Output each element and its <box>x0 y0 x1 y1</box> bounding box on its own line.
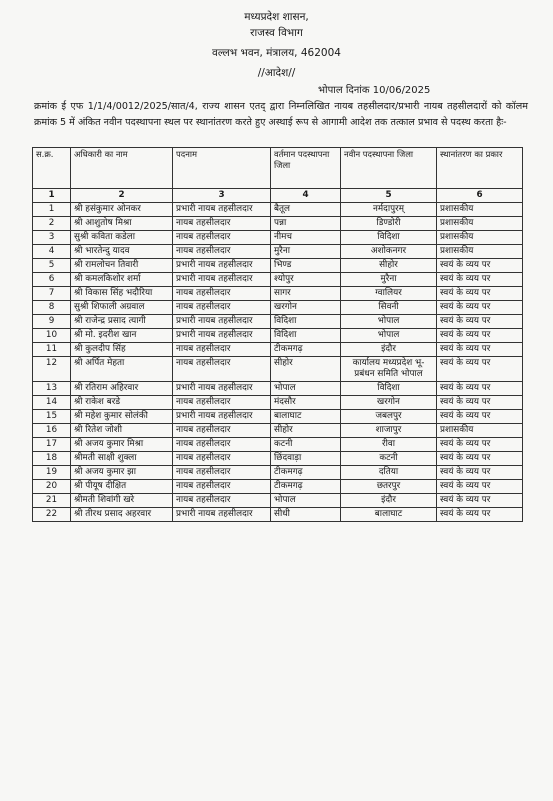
cell-transfer-type: स्वयं के व्यय पर <box>437 508 523 522</box>
table-row <box>33 452 523 466</box>
cell-new-district: शाजापुर <box>341 424 437 438</box>
cell-current-district: बैतूल <box>271 203 341 217</box>
cell-designation: प्रभारी नायब तहसीलदार <box>173 315 271 329</box>
cell-serial: 20 <box>33 480 71 494</box>
cell-current-district: भोपाल <box>271 494 341 508</box>
header-order-title: //आदेश// <box>257 67 296 79</box>
cell-transfer-type: स्वयं के व्यय पर <box>437 480 523 494</box>
cell-current-district: टीकमगढ़ <box>271 466 341 480</box>
place-date: भोपाल दिनांक 10/06/2025 <box>318 85 431 96</box>
cell-officer-name: श्री भारतेन्दु यादव <box>71 245 173 259</box>
cell-new-district: जबलपुर <box>341 410 437 424</box>
cell-serial: 10 <box>33 329 71 343</box>
cell-transfer-type: प्रशासकीय <box>437 424 523 438</box>
cell-serial: 14 <box>33 396 71 410</box>
cell-new-district: भोपाल <box>341 329 437 343</box>
table-row <box>33 438 523 452</box>
cell-designation: प्रभारी नायब तहसीलदार <box>173 203 271 217</box>
cell-transfer-type: प्रशासकीय <box>437 203 523 217</box>
cell-new-district: अशोकनगर <box>341 245 437 259</box>
cell-current-district: सागर <box>271 287 341 301</box>
cell-serial: 18 <box>33 452 71 466</box>
cell-officer-name: श्री रामलोचन तिवारी <box>71 259 173 273</box>
cell-serial: 22 <box>33 508 71 522</box>
cell-transfer-type: स्वयं के व्यय पर <box>437 466 523 480</box>
cell-current-district: सीहोर <box>271 357 341 382</box>
cell-officer-name: श्री अजय कुमार झा <box>71 466 173 480</box>
cell-designation: प्रभारी नायब तहसीलदार <box>173 382 271 396</box>
cell-current-district: बालाघाट <box>271 410 341 424</box>
cell-designation: नायब तहसीलदार <box>173 494 271 508</box>
cell-officer-name: श्री कमलकिशोर शर्मा <box>71 273 173 287</box>
cell-officer-name: सुश्री शिफाली अग्रवाल <box>71 301 173 315</box>
cell-current-district: टीकमगढ़ <box>271 480 341 494</box>
cell-transfer-type: स्वयं के व्यय पर <box>437 343 523 357</box>
cell-officer-name: श्री राकेश बरडे <box>71 396 173 410</box>
cell-transfer-type: प्रशासकीय <box>437 217 523 231</box>
cell-designation: नायब तहसीलदार <box>173 245 271 259</box>
cell-current-district: पन्ना <box>271 217 341 231</box>
cell-designation: नायब तहसीलदार <box>173 287 271 301</box>
cell-transfer-type: प्रशासकीय <box>437 245 523 259</box>
header-current-district: वर्तमान पदस्थापना जिला <box>271 148 341 189</box>
cell-new-district: सिवनी <box>341 301 437 315</box>
cell-officer-name: श्री महेश कुमार सोलंकी <box>71 410 173 424</box>
cell-designation: नायब तहसीलदार <box>173 480 271 494</box>
cell-designation: नायब तहसीलदार <box>173 301 271 315</box>
cell-serial: 19 <box>33 466 71 480</box>
header-serial: स.क्र. <box>33 148 71 189</box>
cell-new-district: भोपाल <box>341 315 437 329</box>
col-number: 5 <box>341 189 437 203</box>
table-row <box>33 301 523 315</box>
cell-serial: 13 <box>33 382 71 396</box>
cell-serial: 17 <box>33 438 71 452</box>
cell-designation: प्रभारी नायब तहसीलदार <box>173 273 271 287</box>
header-new-district: नवीन पदस्थापना जिला <box>341 148 437 189</box>
column-number-row <box>33 189 523 203</box>
cell-transfer-type: स्वयं के व्यय पर <box>437 357 523 382</box>
table-row <box>33 382 523 396</box>
cell-designation: नायब तहसीलदार <box>173 438 271 452</box>
cell-current-district: सीहोर <box>271 424 341 438</box>
cell-current-district: विदिशा <box>271 315 341 329</box>
cell-new-district: विदिशा <box>341 231 437 245</box>
cell-serial: 8 <box>33 301 71 315</box>
cell-serial: 12 <box>33 357 71 382</box>
table-row <box>33 315 523 329</box>
table-header-row <box>33 148 523 189</box>
cell-designation: नायब तहसीलदार <box>173 357 271 382</box>
col-number: 6 <box>437 189 523 203</box>
cell-new-district: रीवा <box>341 438 437 452</box>
table-row <box>33 410 523 424</box>
cell-new-district: इंदौर <box>341 343 437 357</box>
header-department: राजस्व विभाग <box>250 27 303 39</box>
cell-officer-name: श्री विकास सिंह भदौरिया <box>71 287 173 301</box>
cell-new-district: मुरैना <box>341 273 437 287</box>
cell-current-district: भोपाल <box>271 382 341 396</box>
cell-officer-name: श्री आशुतोष मिश्रा <box>71 217 173 231</box>
header-officer-name: अधिकारी का नाम <box>71 148 173 189</box>
cell-current-district: नीमच <box>271 231 341 245</box>
table-row <box>33 273 523 287</box>
cell-transfer-type: स्वयं के व्यय पर <box>437 315 523 329</box>
cell-officer-name: श्रीमती शिवांगी खरे <box>71 494 173 508</box>
cell-transfer-type: स्वयं के व्यय पर <box>437 494 523 508</box>
cell-officer-name: श्री तीरथ प्रसाद अहरवार <box>71 508 173 522</box>
cell-current-district: मुरैना <box>271 245 341 259</box>
table-row <box>33 396 523 410</box>
cell-new-district: विदिशा <box>341 382 437 396</box>
col-number: 2 <box>71 189 173 203</box>
table-row <box>33 494 523 508</box>
table-row <box>33 480 523 494</box>
col-number: 1 <box>33 189 71 203</box>
cell-serial: 16 <box>33 424 71 438</box>
cell-serial: 1 <box>33 203 71 217</box>
cell-officer-name: श्रीमती साक्षी शुक्ला <box>71 452 173 466</box>
table-row <box>33 287 523 301</box>
cell-current-district: खरगोन <box>271 301 341 315</box>
cell-current-district: मंदसौर <box>271 396 341 410</box>
cell-new-district: खरगोन <box>341 396 437 410</box>
cell-new-district: नर्मदापुरम् <box>341 203 437 217</box>
table-row <box>33 508 523 522</box>
cell-transfer-type: स्वयं के व्यय पर <box>437 273 523 287</box>
cell-serial: 5 <box>33 259 71 273</box>
cell-officer-name: श्री अजय कुमार मिश्रा <box>71 438 173 452</box>
cell-new-district: सीहोर <box>341 259 437 273</box>
cell-designation: नायब तहसीलदार <box>173 452 271 466</box>
cell-transfer-type: स्वयं के व्यय पर <box>437 382 523 396</box>
table-row <box>33 245 523 259</box>
cell-serial: 3 <box>33 231 71 245</box>
cell-serial: 2 <box>33 217 71 231</box>
cell-officer-name: श्री हसंकुमार ओनकर <box>71 203 173 217</box>
cell-officer-name: श्री कुलदीप सिंह <box>71 343 173 357</box>
cell-transfer-type: स्वयं के व्यय पर <box>437 301 523 315</box>
header-transfer-type: स्थानांतरण का प्रकार <box>437 148 523 189</box>
cell-current-district: श्योपुर <box>271 273 341 287</box>
cell-designation: नायब तहसीलदार <box>173 217 271 231</box>
cell-transfer-type: स्वयं के व्यय पर <box>437 329 523 343</box>
cell-current-district: भिण्ड <box>271 259 341 273</box>
header-government: मध्यप्रदेश शासन, <box>244 11 309 23</box>
cell-designation: नायब तहसीलदार <box>173 396 271 410</box>
cell-current-district: कटनी <box>271 438 341 452</box>
table-row <box>33 217 523 231</box>
col-number: 4 <box>271 189 341 203</box>
cell-officer-name: श्री रतिराम अहिरवार <box>71 382 173 396</box>
col-number: 3 <box>173 189 271 203</box>
table-row <box>33 329 523 343</box>
table-row <box>33 357 523 382</box>
cell-transfer-type: स्वयं के व्यय पर <box>437 287 523 301</box>
table-row <box>33 231 523 245</box>
cell-serial: 6 <box>33 273 71 287</box>
table-row <box>33 424 523 438</box>
order-paragraph: क्रमांक ई एफ 1/1/4/0012/2025/सात/4, राज्य शासन एतद् द्वारा निम्नलिखित नायब तहसीलदार/प्रभारी नायब तहसीलदारों को कॉलम क्रमांक 5 में अंकित नवीन पदस्थापना स्थल पर स्थानांतरण करते हुए अस्थाई रूप से आगामी आदेश तक तत्काल प्रभाव से पदस्थ करता हैः- <box>34 101 528 128</box>
cell-new-district: बालाघाट <box>341 508 437 522</box>
cell-officer-name: श्री राजेन्द्र प्रसाद त्यागी <box>71 315 173 329</box>
cell-serial: 7 <box>33 287 71 301</box>
cell-officer-name: श्री अर्पित मेहता <box>71 357 173 382</box>
cell-new-district: दतिया <box>341 466 437 480</box>
cell-officer-name: श्री मो. इदरीश खान <box>71 329 173 343</box>
cell-new-district: छतरपुर <box>341 480 437 494</box>
cell-officer-name: श्री रितेश जोशी <box>71 424 173 438</box>
cell-serial: 21 <box>33 494 71 508</box>
table-row <box>33 466 523 480</box>
cell-designation: नायब तहसीलदार <box>173 424 271 438</box>
cell-current-district: छिंदवाड़ा <box>271 452 341 466</box>
cell-new-district: इंदौर <box>341 494 437 508</box>
cell-serial: 4 <box>33 245 71 259</box>
cell-new-district: डिण्डोरी <box>341 217 437 231</box>
cell-designation: नायब तहसीलदार <box>173 343 271 357</box>
cell-officer-name: श्री पीयूष दीक्षित <box>71 480 173 494</box>
header-address: वल्लभ भवन, मंत्रालय, 462004 <box>212 47 341 59</box>
cell-transfer-type: स्वयं के व्यय पर <box>437 396 523 410</box>
cell-new-district: ग्वालियर <box>341 287 437 301</box>
cell-transfer-type: स्वयं के व्यय पर <box>437 438 523 452</box>
cell-transfer-type: स्वयं के व्यय पर <box>437 452 523 466</box>
cell-current-district: विदिशा <box>271 329 341 343</box>
table-row <box>33 259 523 273</box>
cell-serial: 15 <box>33 410 71 424</box>
cell-new-district: कटनी <box>341 452 437 466</box>
cell-new-district: कार्यालय मध्यप्रदेश भू-प्रबंधन समिति भोपाल <box>341 357 437 382</box>
cell-designation: प्रभारी नायब तहसीलदार <box>173 329 271 343</box>
cell-current-district: सीधी <box>271 508 341 522</box>
transfer-table <box>32 147 523 522</box>
cell-designation: नायब तहसीलदार <box>173 466 271 480</box>
cell-designation: प्रभारी नायब तहसीलदार <box>173 508 271 522</box>
cell-serial: 11 <box>33 343 71 357</box>
cell-current-district: टीकमगढ़ <box>271 343 341 357</box>
cell-designation: प्रभारी नायब तहसीलदार <box>173 259 271 273</box>
cell-transfer-type: प्रशासकीय <box>437 231 523 245</box>
cell-designation: प्रभारी नायब तहसीलदार <box>173 410 271 424</box>
cell-transfer-type: स्वयं के व्यय पर <box>437 410 523 424</box>
cell-serial: 9 <box>33 315 71 329</box>
cell-designation: नायब तहसीलदार <box>173 231 271 245</box>
header-designation: पदनाम <box>173 148 271 189</box>
table-row <box>33 343 523 357</box>
cell-transfer-type: स्वयं के व्यय पर <box>437 259 523 273</box>
cell-officer-name: सुश्री कविता कडेला <box>71 231 173 245</box>
table-row <box>33 203 523 217</box>
